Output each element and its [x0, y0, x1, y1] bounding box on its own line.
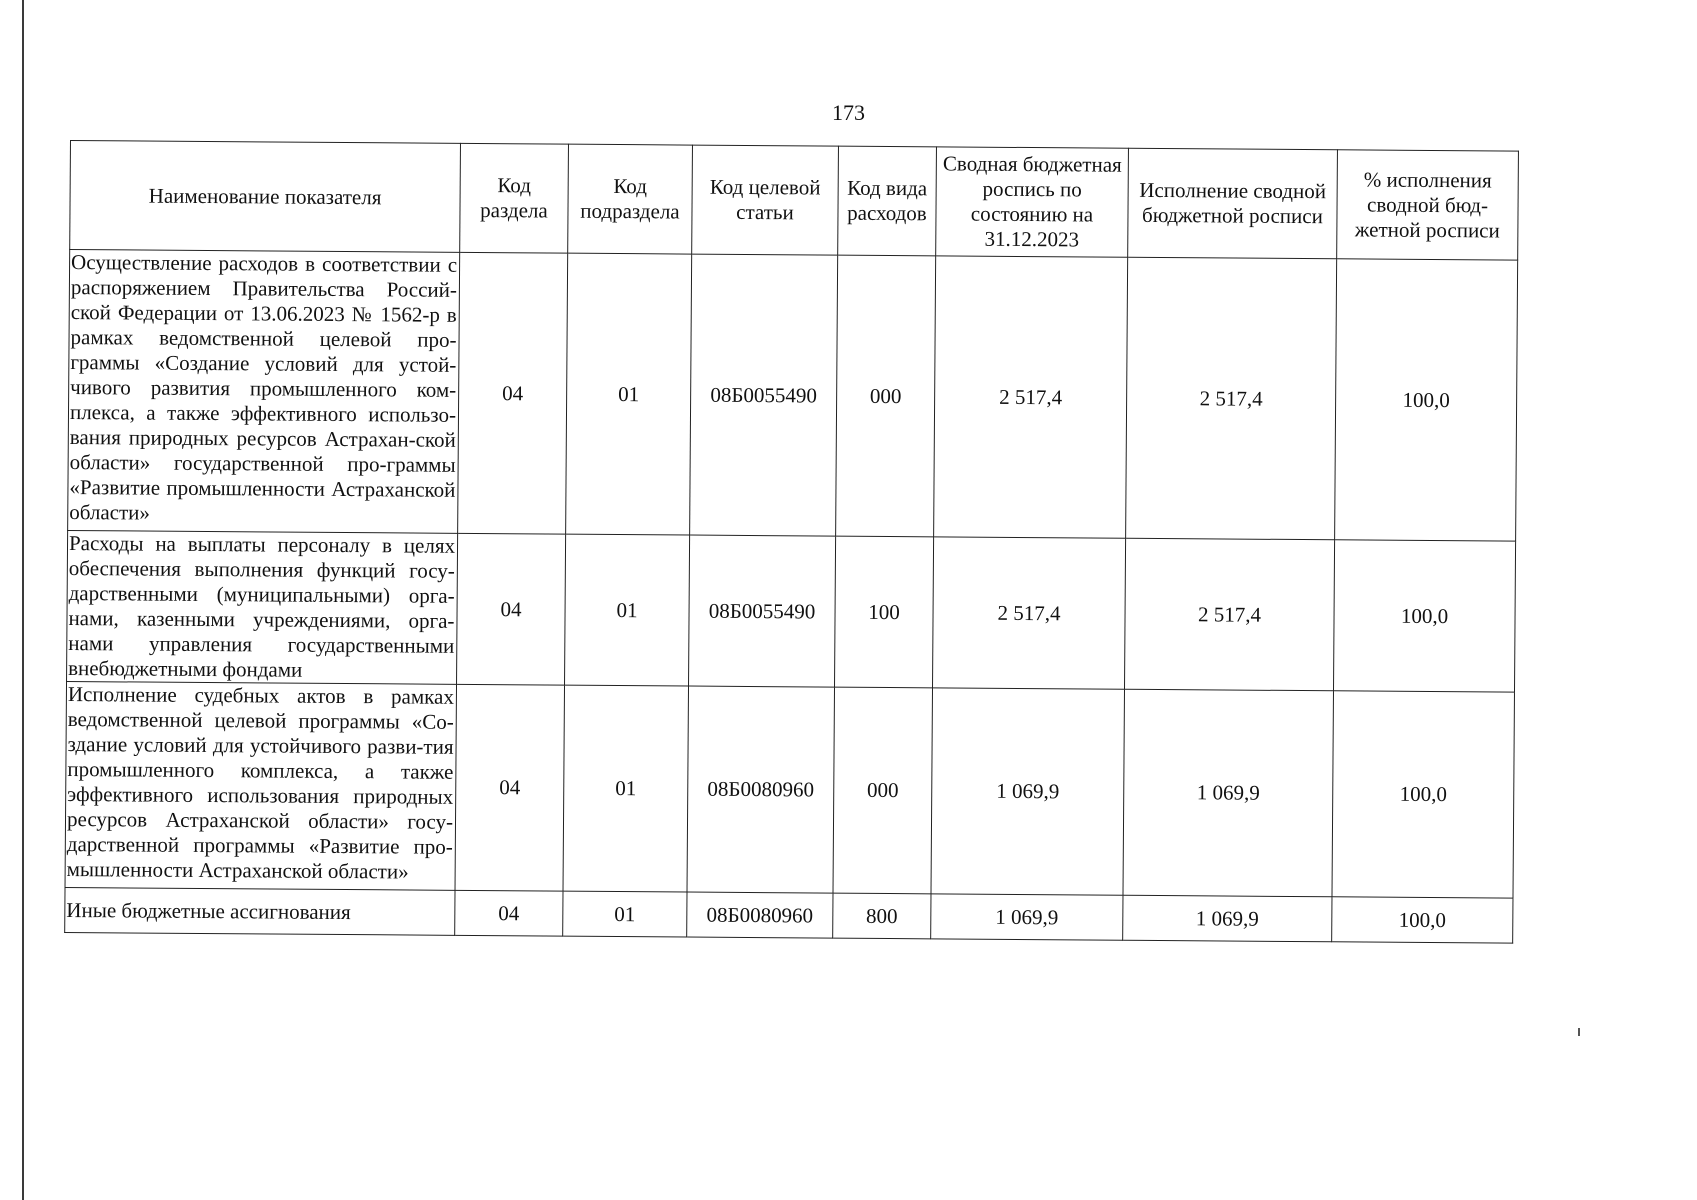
- table-row: [65, 887, 1513, 943]
- header-subsection-code: Код подраздела: [568, 144, 693, 254]
- target-article-code-cell: 08Б0080960: [687, 892, 833, 938]
- indicator-name-cell: Исполнение судебных актов в рамках ведомственной целевой программы «Со-здание условий для устойчивого разви-тия промышленного комплекса, а также эффективного использования природных ресурсов Астраханской области» госу-дарственной программы «Развитие про-мышленности Астраханской области»: [65, 681, 456, 890]
- execution-percent-cell: 100,0: [1332, 691, 1515, 898]
- expense-type-code-cell: 800: [833, 893, 931, 939]
- expense-type-code-cell: 100: [835, 536, 934, 688]
- subsection-code-cell: 01: [563, 685, 689, 892]
- target-article-code-cell: 08Б0080960: [687, 686, 835, 893]
- expense-type-code-cell: 000: [833, 687, 933, 894]
- header-execution-percent: % исполнения сводной бюд-жетной росписи: [1337, 150, 1519, 260]
- execution-percent-cell: 100,0: [1335, 259, 1518, 541]
- table-row: [67, 530, 1516, 692]
- execution-percent-cell: 100,0: [1332, 897, 1513, 943]
- subsection-code-cell: 01: [563, 891, 687, 937]
- section-code-cell: 04: [457, 533, 566, 685]
- header-expense-type-code: Код вида расходов: [838, 146, 937, 256]
- page-number: 173: [832, 100, 865, 125]
- table-row: [65, 681, 1514, 898]
- budget-schedule-cell: 1 069,9: [931, 688, 1125, 895]
- indicator-name-cell: Иные бюджетные ассигнования: [65, 887, 455, 935]
- header-indicator-name: Наименование показателя: [70, 141, 461, 253]
- binding-edge-line: [22, 0, 24, 1200]
- budget-schedule-cell: 2 517,4: [933, 537, 1126, 689]
- subsection-code-cell: 01: [565, 534, 690, 686]
- target-article-code-cell: 08Б0055490: [689, 535, 836, 687]
- header-section-code: Код раздела: [460, 143, 569, 253]
- execution-cell: 2 517,4: [1125, 538, 1335, 691]
- budget-schedule-cell: 1 069,9: [931, 894, 1123, 940]
- execution-percent-cell: 100,0: [1333, 540, 1515, 692]
- execution-cell: 1 069,9: [1123, 895, 1332, 942]
- section-code-cell: 04: [458, 252, 568, 534]
- scan-speck: [1578, 1028, 1580, 1036]
- header-execution: Исполнение сводной бюджетной росписи: [1128, 148, 1338, 259]
- execution-cell: 1 069,9: [1123, 689, 1334, 897]
- subsection-code-cell: 01: [566, 253, 692, 535]
- budget-schedule-cell: 2 517,4: [934, 256, 1128, 538]
- header-budget-schedule: Сводная бюджетная роспись по состоянию на 31.12.2023: [936, 147, 1129, 257]
- expense-type-code-cell: 000: [836, 255, 936, 537]
- table-row: [68, 250, 1518, 542]
- budget-table-container: [64, 140, 1518, 944]
- execution-cell: 2 517,4: [1126, 257, 1337, 540]
- table-header-row: [70, 141, 1519, 261]
- header-target-article-code: Код целевой статьи: [692, 145, 839, 255]
- indicator-name-cell: Расходы на выплаты персоналу в целях обеспечения выполнения функций госу-дарственными (муниципальными) орга-нами, казенными учреждениями, орга-нами управления государственными внебюджетными фондами: [67, 530, 458, 684]
- section-code-cell: 04: [455, 890, 563, 936]
- indicator-name-cell: Осуществление расходов в соответствии с распоряжением Правительства Россий-ской Федерации от 13.06.2023 № 1562-р в рамках ведомственной целевой про-граммы «Создание условий для устой-чивого развития промышленного ком-плекса, а также эффективного использо-вания природных ресурсов Астрахан-ской области» государственной про-граммы «Развитие промышленности Астраханской области»: [68, 250, 460, 534]
- target-article-code-cell: 08Б0055490: [690, 254, 838, 536]
- budget-execution-table: [64, 140, 1519, 944]
- section-code-cell: 04: [455, 684, 565, 891]
